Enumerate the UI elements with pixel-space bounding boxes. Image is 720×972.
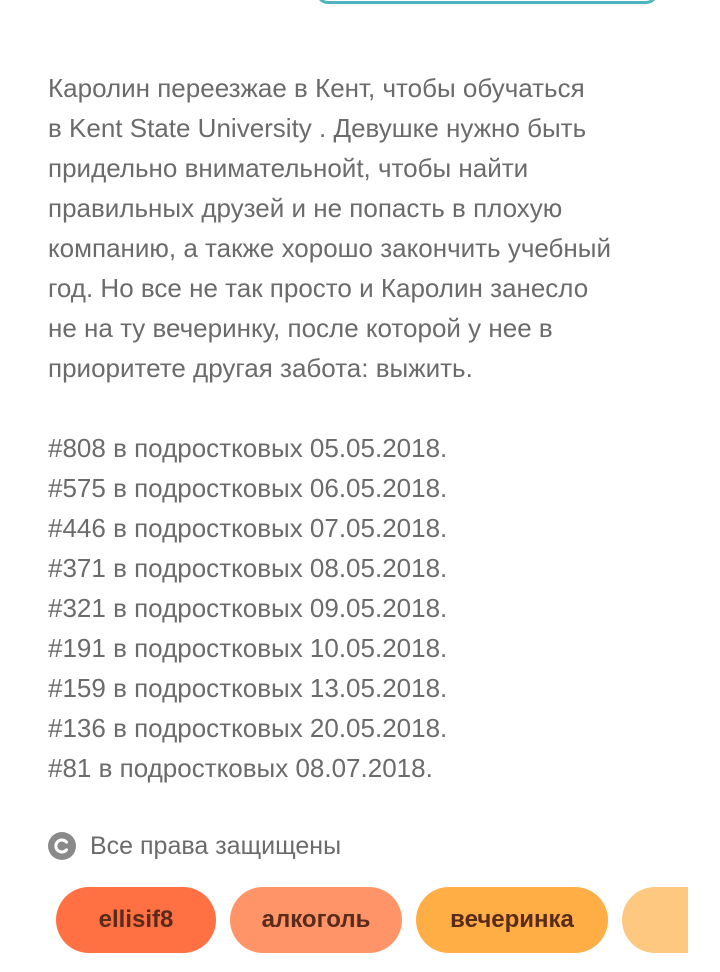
description-line: приоритете другая забота: выжить.	[48, 353, 473, 383]
description-line: придельно внимательнойt, чтобы найти	[48, 153, 529, 183]
ranking-item: #191 в подростковых 10.05.2018.	[48, 633, 448, 663]
tag-party[interactable]: вечеринка	[416, 887, 608, 953]
top-action-button[interactable]	[316, 0, 658, 4]
ranking-item: #136 в подростковых 20.05.2018.	[48, 713, 448, 743]
description-line: компанию, а также хорошо закончить учебный	[48, 233, 611, 263]
description-line: не на ту вечеринку, после которой у нее в	[48, 313, 553, 343]
copyright-notice	[48, 828, 341, 864]
tag-list	[56, 887, 688, 955]
tag-alcohol[interactable]: алкоголь	[230, 887, 402, 953]
copyright-icon	[48, 832, 76, 860]
ranking-item: #159 в подростковых 13.05.2018.	[48, 673, 448, 703]
ranking-item: #808 в подростковых 05.05.2018.	[48, 433, 448, 463]
ranking-item: #575 в подростковых 06.05.2018.	[48, 473, 448, 503]
ranking-item: #446 в подростковых 07.05.2018.	[48, 513, 448, 543]
ranking-list	[48, 428, 447, 788]
description-line: в Kent State University . Девушке нужно быть	[48, 113, 587, 143]
ranking-item: #81 в подростковых 08.07.2018.	[48, 753, 433, 783]
ranking-item: #371 в подростковых 08.05.2018.	[48, 553, 448, 583]
description-line: Каролин переезжае в Кент, чтобы обучаться	[48, 73, 585, 103]
copyright-text: Все права защищены	[90, 831, 342, 860]
description-line: правильных друзей и не попасть в плохую	[48, 193, 563, 223]
ranking-item: #321 в подростковых 09.05.2018.	[48, 593, 448, 623]
tag-partial[interactable]	[622, 887, 688, 953]
tag-ellisif8[interactable]: ellisif8	[56, 887, 216, 953]
description-line: год. Но все не так просто и Каролин занесло	[48, 273, 589, 303]
story-description	[48, 68, 688, 388]
